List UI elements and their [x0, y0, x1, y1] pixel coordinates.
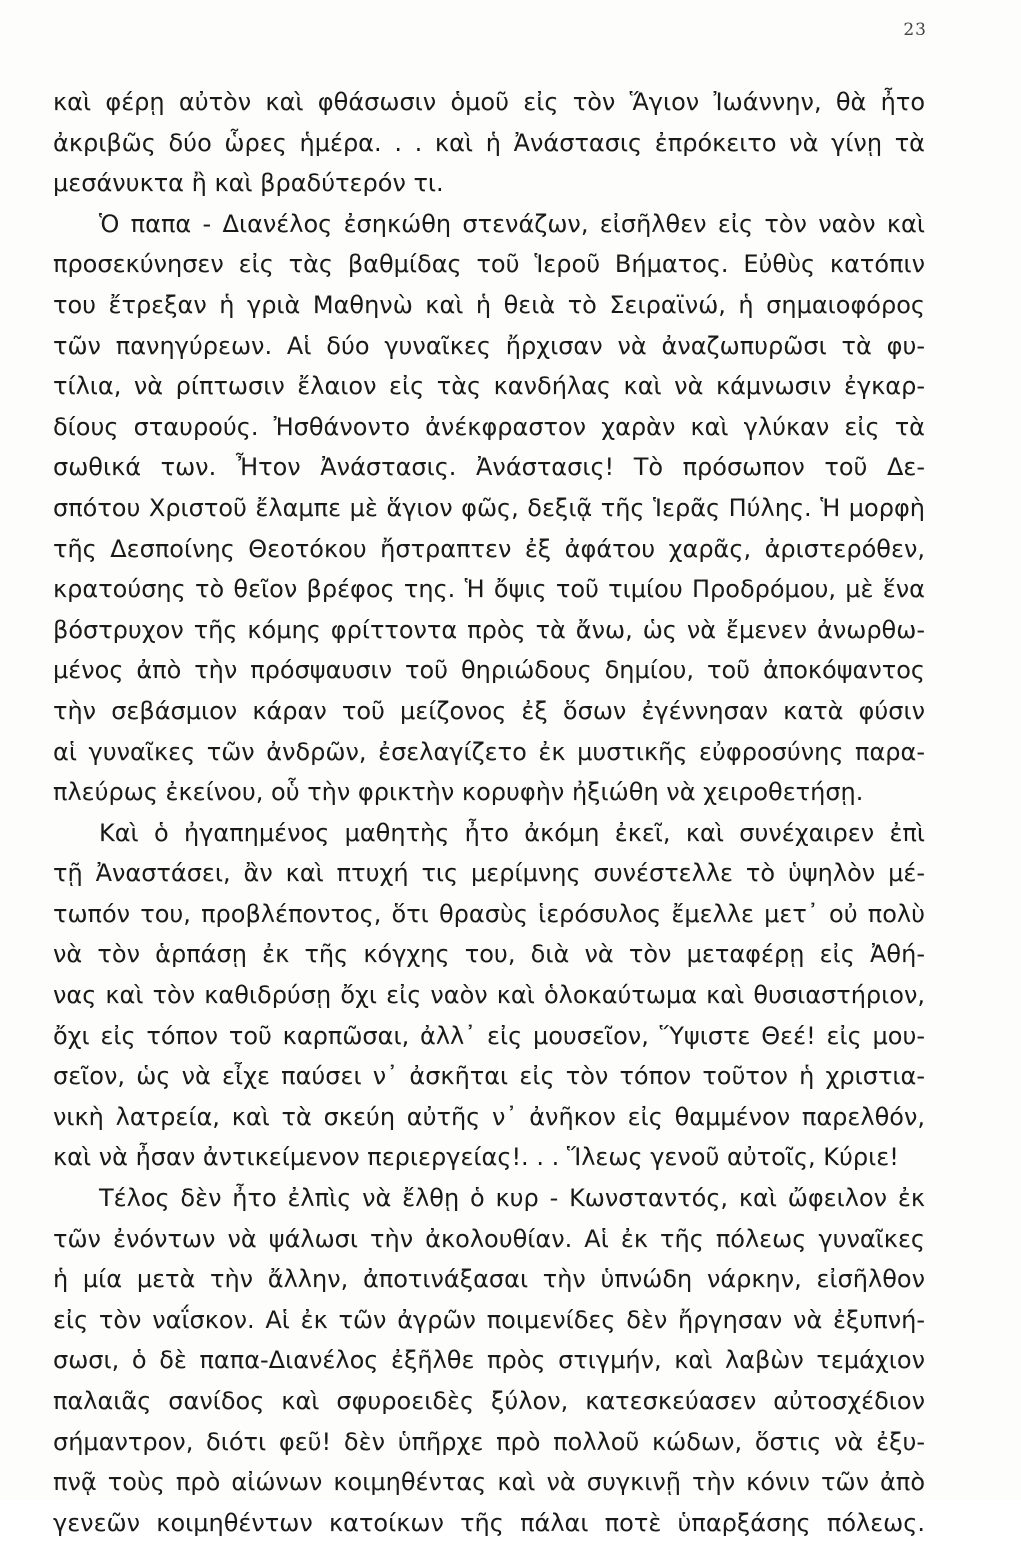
text-line: ὄχι εἰς τόπον τοῦ καρπῶσαι, ἀλλ᾽ εἰς μουσεῖον, Ὕψιστε Θεέ! εἰς μου- [53, 1021, 925, 1050]
text-line: του ἔτρεξαν ἡ γριὰ Μαθηνὼ καὶ ἡ θειὰ τὸ Σειραϊνώ, ἡ σημαιοφόρος [53, 290, 925, 319]
paragraph-start-line: Ὁ παπα - Διανέλος ἐσηκώθη στενάζων, εἰσῆλθεν εἰς τὸν ναὸν καὶ [99, 209, 925, 238]
text-line: σωθικά των. Ἦτον Ἀνάστασις. Ἀνάστασις! Τὸ πρόσωπον τοῦ Δε- [53, 453, 925, 482]
text-line: τῶν ἐνόντων νὰ ψάλωσι τὴν ἀκολουθίαν. Αἱ ἐκ τῆς πόλεως γυναῖκες [53, 1224, 925, 1253]
text-line: νικὴ λατρεία, καὶ τὰ σκεύη αὐτῆς ν᾽ ἀνῆκον εἰς θαμμένον παρελθόν, [53, 1102, 925, 1131]
text-line: παλαιᾶς σανίδος καὶ σφυροειδὲς ξύλον, κατεσκεύασεν αὐτοσχέδιον [53, 1387, 925, 1415]
text-line: μεσάνυκτα ἢ καὶ βραδύτερόν τι. [53, 169, 444, 198]
paragraph-start-line: Καὶ ὁ ἠγαπημένος μαθητὴς ἦτο ἀκόμη ἐκεῖ, καὶ συνέχαιρεν ἐπὶ [99, 818, 925, 847]
text-line: νὰ τὸν ἁρπάσῃ ἐκ τῆς κόγχης του, διὰ νὰ τὸν μεταφέρῃ εἰς Ἀθή- [53, 940, 925, 969]
text-line: βόστρυχον τῆς κόμης φρίττοντα πρὸς τὰ ἄνω, ὡς νὰ ἔμενεν ἀνωρθω- [53, 615, 925, 644]
text-line: καὶ φέρῃ αὐτὸν καὶ φθάσωσιν ὁμοῦ εἰς τὸν Ἅγιον Ἰωάννην, θὰ ἦτο [53, 88, 925, 116]
text-line: πλεύρως ἐκείνου, οὗ τὴν φρικτὴν κορυφὴν ἠξιώθη νὰ χειροθετήσῃ. [53, 778, 864, 807]
text-line: ἡ μία μετὰ τὴν ἄλλην, ἀποτινάξασαι τὴν ὑπνώδη νάρκην, εἰσῆλθον [53, 1265, 925, 1294]
text-line: τίλια, νὰ ρίπτωσιν ἔλαιον εἰς τὰς κανδήλας καὶ νὰ κάμνωσιν ἐγκαρ- [53, 372, 925, 401]
body-text [53, 82, 925, 1543]
text-line: σήμαντρον, διότι φεῦ! δὲν ὑπῆρχε πρὸ πολλοῦ κώδων, ὅστις νὰ ἐξυ- [53, 1427, 925, 1456]
text-line: τῇ Ἀναστάσει, ἂν καὶ πτυχή τις μερίμνης συνέστελλε τὸ ὑψηλὸν μέ- [53, 859, 925, 888]
text-line: εἰς τὸν ναΐσκον. Αἱ ἐκ τῶν ἀγρῶν ποιμενίδες δὲν ἤργησαν νὰ ἐξυπνή- [53, 1305, 925, 1334]
text-line: ἀκριβῶς δύο ὧρες ἡμέρα. . . καὶ ἡ Ἀνάστασις ἐπρόκειτο νὰ γίνῃ τὰ [53, 128, 925, 157]
text-line: μένος ἀπὸ τὴν πρόσψαυσιν τοῦ θηριώδους δημίου, τοῦ ἀποκόψαντος [53, 656, 925, 685]
text-line: αἱ γυναῖκες τῶν ἀνδρῶν, ἐσελαγίζετο ἐκ μυστικῆς εὐφροσύνης παρα- [53, 737, 925, 766]
text-line: τῶν πανηγύρεων. Αἱ δύο γυναῖκες ἤρχισαν νὰ ἀναζωπυρῶσι τὰ φυ- [53, 331, 925, 360]
text-line: τὴν σεβάσμιον κάραν τοῦ μείζονος ἐξ ὅσων ἐγέννησαν κατὰ φύσιν [53, 696, 925, 725]
text-line: τωπόν του, προβλέποντος, ὅτι θρασὺς ἱερόσυλος ἔμελλε μετ᾽ οὐ πολὺ [53, 899, 925, 928]
text-line: δίους σταυρούς. Ἠσθάνοντο ἀνέκφραστον χαρὰν καὶ γλύκαν εἰς τὰ [53, 412, 925, 441]
text-line: σεῖον, ὡς νὰ εἶχε παύσει ν᾽ ἀσκῆται εἰς τὸν τόπον τοῦτον ἡ χριστια- [53, 1062, 925, 1091]
text-line: καὶ νὰ ἦσαν ἀντικείμενον περιεργείας!. . . Ἵλεως γενοῦ αὐτοῖς, Κύριε! [53, 1143, 899, 1172]
text-line: σωσι, ὁ δὲ παπα-Διανέλος ἐξῆλθε πρὸς στιγμήν, καὶ λαβὼν τεμάχιον [53, 1346, 925, 1375]
paragraph-start-line: Τέλος δὲν ἦτο ἐλπὶς νὰ ἔλθῃ ὁ κυρ - Κωνσταντός, καὶ ὤφειλον ἐκ [99, 1184, 925, 1213]
text-line: νας καὶ τὸν καθιδρύσῃ ὄχι εἰς ναὸν καὶ ὁλοκαύτωμα καὶ θυσιαστήριον, [53, 981, 925, 1010]
text-line: σπότου Χριστοῦ ἔλαμπε μὲ ἅγιον φῶς, δεξιᾷ τῆς Ἱερᾶς Πύλης. Ἡ μορφὴ [53, 493, 925, 522]
text-line: γενεῶν κοιμηθέντων κατοίκων τῆς πάλαι ποτὲ ὑπαρξάσης πόλεως. [53, 1508, 925, 1537]
page-number: 23 [903, 20, 927, 40]
text-line: πνᾷ τοὺς πρὸ αἰώνων κοιμηθέντας καὶ νὰ συγκινῇ τὴν κόνιν τῶν ἀπὸ [53, 1468, 925, 1497]
text-line: τῆς Δεσποίνης Θεοτόκου ἤστραπτεν ἐξ ἀφάτου χαρᾶς, ἀριστερόθεν, [53, 534, 925, 563]
text-line: προσεκύνησεν εἰς τὰς βαθμίδας τοῦ Ἱεροῦ Βήματος. Εὐθὺς κατόπιν [53, 250, 925, 279]
text-line: κρατούσης τὸ θεῖον βρέφος της. Ἡ ὄψις τοῦ τιμίου Προδρόμου, μὲ ἕνα [53, 575, 925, 604]
